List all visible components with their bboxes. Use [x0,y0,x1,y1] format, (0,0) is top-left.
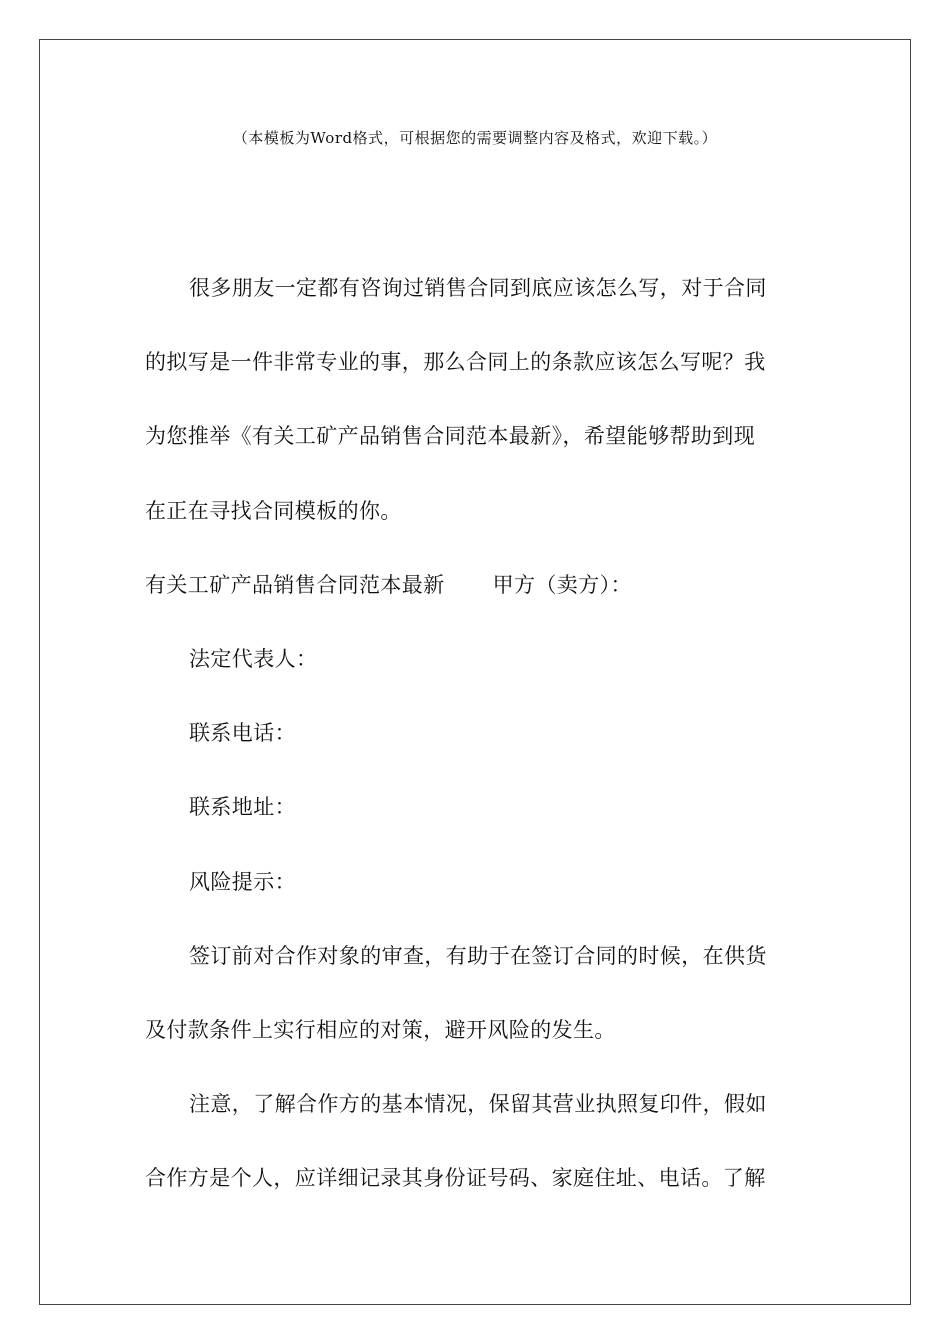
legal-rep-field: 法定代表人： [189,646,318,671]
intro-line-4: 在正在寻找合同模板的你。 [145,498,402,523]
notice-line-1: 注意，了解合作方的基本情况，保留其营业执照复印件，假如 [189,1092,767,1117]
party-a-label: 甲方（卖方）： [492,572,632,597]
risk-line-1: 签订前对合作对象的审查，有助于在签订合同的时候，在供货 [189,943,767,968]
intro-line-1: 很多朋友一定都有咨询过销售合同到底应该怎么写，对于合同 [189,276,767,300]
contract-title: 有关工矿产品销售合同范本最新 [145,572,445,597]
document-body [145,268,795,1232]
phone-field: 联系电话： [189,721,296,746]
intro-line-2: 的拟写是一件非常专业的事，那么合同上的条款应该怎么写呢？我 [145,350,766,375]
address-field: 联系地址： [189,795,296,820]
contract-title-line [145,565,795,639]
notice-line-2: 合作方是个人，应详细记录其身份证号码、家庭住址、电话。了解 [145,1166,766,1191]
risk-line-2: 及付款条件上实行相应的对策，避开风险的发生。 [145,1017,616,1042]
template-note: （本模板为Word格式，可根据您的需要调整内容及格式，欢迎下载。） [232,129,718,147]
intro-line-3: 为您推举《有关工矿产品销售合同范本最新》，希望能够帮助到现 [145,424,756,449]
risk-heading: 风险提示： [189,869,296,894]
